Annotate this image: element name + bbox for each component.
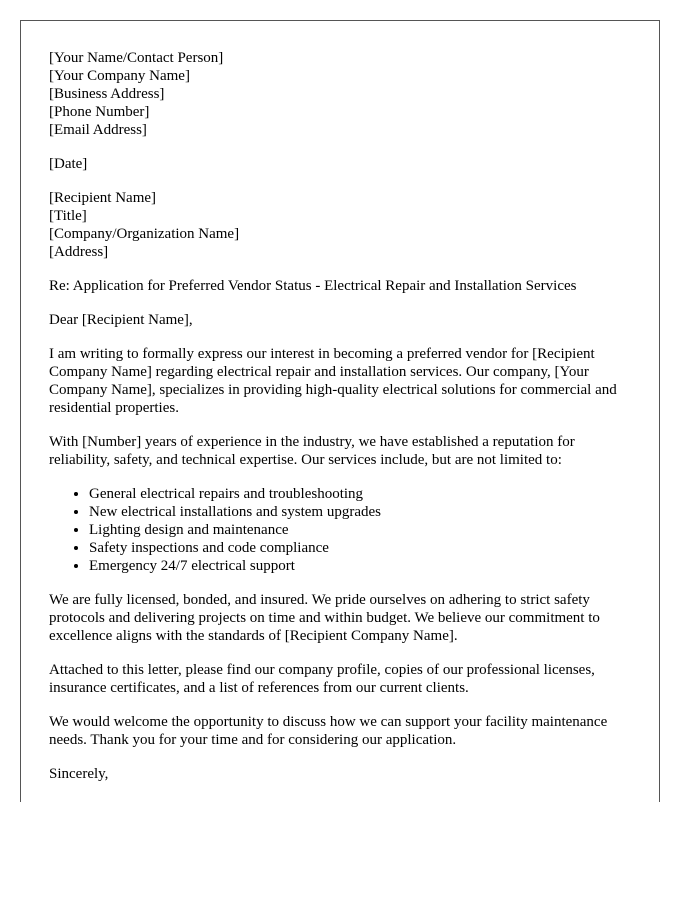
- services-list: [49, 485, 639, 575]
- date-block: [49, 155, 639, 173]
- list-item: • General electrical repairs and troubleshooting: [89, 485, 639, 503]
- recipient-organization: [Company/Organization Name]: [49, 226, 240, 242]
- sender-phone: [Phone Number]: [49, 104, 150, 120]
- closing-paragraph: We would welcome the opportunity to discuss how we can support your facility maintenance needs. Thank you for your time and for considering our application.: [49, 714, 608, 748]
- sender-address: [Business Address]: [49, 86, 165, 102]
- letter-date: [Date]: [49, 156, 88, 172]
- list-item: • Emergency 24/7 electrical support: [89, 557, 639, 575]
- list-item: • Safety inspections and code compliance: [89, 539, 639, 557]
- recipient-name: [Recipient Name]: [49, 190, 157, 206]
- subject-line: Re: Application for Preferred Vendor Status - Electrical Repair and Installation Services: [49, 278, 577, 294]
- salutation: Dear [Recipient Name],: [49, 312, 193, 328]
- intro-paragraph: I am writing to formally express our interest in becoming a preferred vendor for [Recipient Company Name] regarding electrical repair and installation services. Our company, [Your Company Name], specializes in providing high-quality electrical solutions for commercial and residential properties.: [49, 346, 617, 416]
- recipient-address: [Address]: [49, 244, 109, 260]
- list-item: • New electrical installations and system upgrades: [89, 503, 639, 521]
- sender-email: [Email Address]: [49, 122, 147, 138]
- sender-name: [Your Name/Contact Person]: [49, 50, 224, 66]
- recipient-block: [49, 189, 639, 261]
- attachments-paragraph: Attached to this letter, please find our company profile, copies of our professional licenses, insurance certificates, and a list of references from our current clients.: [49, 662, 595, 696]
- letter-content: [49, 49, 639, 783]
- sender-company: [Your Company Name]: [49, 68, 190, 84]
- experience-paragraph: With [Number] years of experience in the industry, we have established a reputation for reliability, safety, and technical expertise. Our services include, but are not limited to:: [49, 434, 575, 468]
- recipient-title: [Title]: [49, 208, 87, 224]
- sender-block: [49, 49, 639, 139]
- credentials-paragraph: We are fully licensed, bonded, and insured. We pride ourselves on adhering to strict safety protocols and delivering projects on time and within budget. We believe our commitment to excellence aligns with the standards of [Recipient Company Name].: [49, 592, 600, 644]
- sign-off: Sincerely,: [49, 766, 109, 782]
- list-item: • Lighting design and maintenance: [89, 521, 639, 539]
- letter-page: [20, 20, 660, 802]
